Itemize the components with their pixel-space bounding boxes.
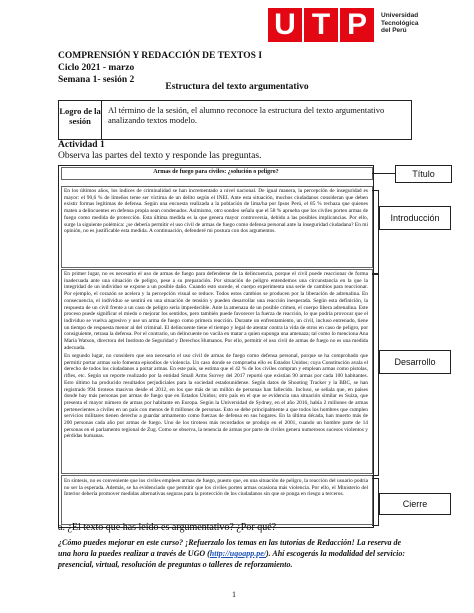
utp-logo — [268, 8, 374, 42]
logro-label: Logro de la sesión — [59, 101, 102, 139]
label-titulo: Título — [395, 165, 452, 183]
label-desarrollo: Desarrollo — [379, 350, 451, 374]
question-a: a. ¿El texto que has leído es argumentativo? ¿Por qué? — [58, 522, 277, 533]
logo-text-line: del Perú — [381, 27, 407, 34]
activity-title: Actividad 1 — [58, 140, 105, 150]
course-week: Semana 1- sesión 2 — [58, 75, 135, 85]
article-title: Armas de fuego para civiles: ¿solución o peligro? — [153, 169, 279, 175]
label-cierre: Cierre — [379, 493, 451, 515]
ugo-link[interactable]: http://ugoapp.pe/ — [209, 549, 267, 558]
development-paragraph-1: En primer lugar, no es necesario el uso de armas de fuego para defenderse de la delincuencia, porque el civil puede reaccionar de forma inadecuada ante una situación de peligro, pese a su preparación. Por situación de peligro entendemos una circunstancia en la que la integridad de un individuo se expone a un posible daño. Cuando esto sucede, el cuerpo experimenta una serie de cambios para reaccionar. Por ejemplo, el corazón se acelera y la percepción visual se reduce. Todos estos cambios se producen por la liberación de adrenalina. En consecuencia, el individuo se sentirá en una situación de tensión y pueden desarrollar una reacción inesperada. Según esta definición, la respuesta de un civil frente a un caso de peligro sería impredecible. Ante la amenaza de un posible crimen, el cuerpo libera adrenalina. Este proceso puede significar el miedo o mejorar los sentidos, pero también puede favorecer la fuerza de reacción, lo que podría provocar que el individuo se vuelva agresivo y use un arma de fuego como primera reacción. Durante un enfrentamiento, un civil, incluso entrenado, tiene un tiempo de respuesta menor al del criminal. El delincuente tiene el tiempo y legal de atentar contra la vida de otros en caso de peligro, por consiguiente, retrasa la defensa. Por el contrario, un delincuente no vacila en matar a quien suponga una amenaza; tal como lo menciona Ana María Watson, directora del Instituto de Seguridad y Derechos Humanos. Por ello, permitir el uso civil de armas de fuego no es una medida adecuada. — [64, 271, 369, 351]
logo-letter-u: U — [268, 8, 302, 42]
footer-text-before: ¿Cómo puedes mejorar en este curso? ¡Refuerzalo los temas en las tutorías de Redacción! La reserva de una hora la puedes realizar a través de UGO ( — [58, 538, 402, 558]
footer-note — [58, 537, 410, 570]
logo-text — [381, 12, 418, 35]
course-cycle: Ciclo 2021 - marzo — [58, 63, 135, 73]
logro-table — [58, 100, 412, 140]
activity-instruction: Observa las partes del texto y responde las preguntas. — [58, 151, 262, 161]
course-title: COMPRENSIÓN Y REDACCIÓN DE TEXTOS I — [58, 51, 263, 61]
closing-bracket — [372, 478, 379, 526]
development-bracket — [372, 274, 379, 476]
logo-text-line: Universidad — [381, 12, 419, 19]
session-topic: Estructura del texto argumentativo — [165, 82, 309, 92]
title-connector — [372, 173, 395, 174]
conclusion-paragraph: En síntesis, no es conveniente que los civiles empleen armas de fuego, puesto que, en una situación de peligro, la reacción del usuario podría no ser la esperada. Además, se ha evidenciado que permitir que los civiles porten armas ocasiona más violencia. Por ello, el Ministerio del Interior debería promover medidas alternativas seguras para la protección de los ciudadanos sin que se ponga en riesgo a terceros. — [64, 478, 368, 498]
page-number: 1 — [232, 590, 236, 599]
intro-paragraph: En los últimos años, los índices de criminalidad se han incrementado a nivel nacional. De igual manera, la percepción de inseguridad es mayor: el 90,6 % de limeños teme ser víctima de un delito según el INEI. Ante esta situación, muchos ciudadanos consideran que deben existir formas legítimas de defensa. Según una encuesta realizada a la población de lima/ha por Ipsos Perú, el 85 % rechaza que quienes maten a delincuentes en defensa propia sean condenados. Asimismo, otro sondeo señala que el 58 % aprueba que los civiles porten armas de fuego como medida de protección. Esta última medida es la que genera mayor controversia, debido a las posibles implicancias. Por ello, surge la siguiente polémica: ¿se debería permitir el uso civil de armas de fuego como defensa personal ante la inseguridad ciudadana? En mi opinión, no es justificable esta medida. A continuación, defenderé mi postura con dos argumentos. — [64, 188, 368, 235]
logo-letter-p: P — [340, 8, 374, 42]
development-paragraph-2: En segundo lugar, no considero que sea necesario el uso civil de armas de fuego como defensa personal, porque se ha comprobado que permitir portar armas solo fomenta episodios de violencia. Un caso donde se comprueba ello es Estados Unidos; cuya Constitución avala el derecho de todos los ciudadanos a portar armas. En este país, se estima que el 42 % de los civiles compran y emplean armas como pistolas, rifles, etc. Según un reporte realizado por la entidad Small Arms Survey del 2017 reportó que existían 90 armas por cada 100 habitantes. Esto último ha producido resultados perjudiciales para la sociedad estadounidense. Según datos de Shooting Tracker y la BBC, se han registrado 994 tiroteos masivos desde el 2012, en los que más de un millón de personas han fallecido. Incluso, se señala que, en países donde hay más personas por armas de fuego que en Estados Unidos; otro país en el que se evidencia una situación similar es Suiza, que presenta el mayor número de armas por habitante en Europa. Según la Universidad de Sydney, en el año 2016, había 2 millones de armas pertenecientes a civiles en un país con menos de 8 millones de personas. Esto se debe principalmente a que todos los hombres que cumplen servicios militares tienen derecho a guardar armamento como fuerzas de defensa en sus hogares. En la última década, han muerto más de 200 personas cada año por armas de fuego. Uno de los tiroteos más recordados se produjo en el 2001, cuando un hombre parte de 14 personas en el parlamento regional de Zug. Como se observa, la tenencia de armas por parte de civiles genera numerosos sucesos violentos y pérdidas humanas. — [64, 353, 368, 440]
logo-letter-t: T — [304, 8, 338, 42]
intro-bracket — [372, 190, 379, 274]
logro-text: Al término de la sesión, el alumno reconoce la estructura del texto argumentativo analizando textos modelo. — [108, 105, 385, 125]
article-frame — [58, 165, 374, 528]
footer-text-after: ). Ahí escogerás la modalidad del servicio: presencial, virtual, resolución de preguntas o talleres de reforzamiento. — [58, 549, 406, 569]
logo-text-line: Tecnológica — [381, 19, 419, 27]
label-introduccion: Introducción — [379, 206, 451, 230]
